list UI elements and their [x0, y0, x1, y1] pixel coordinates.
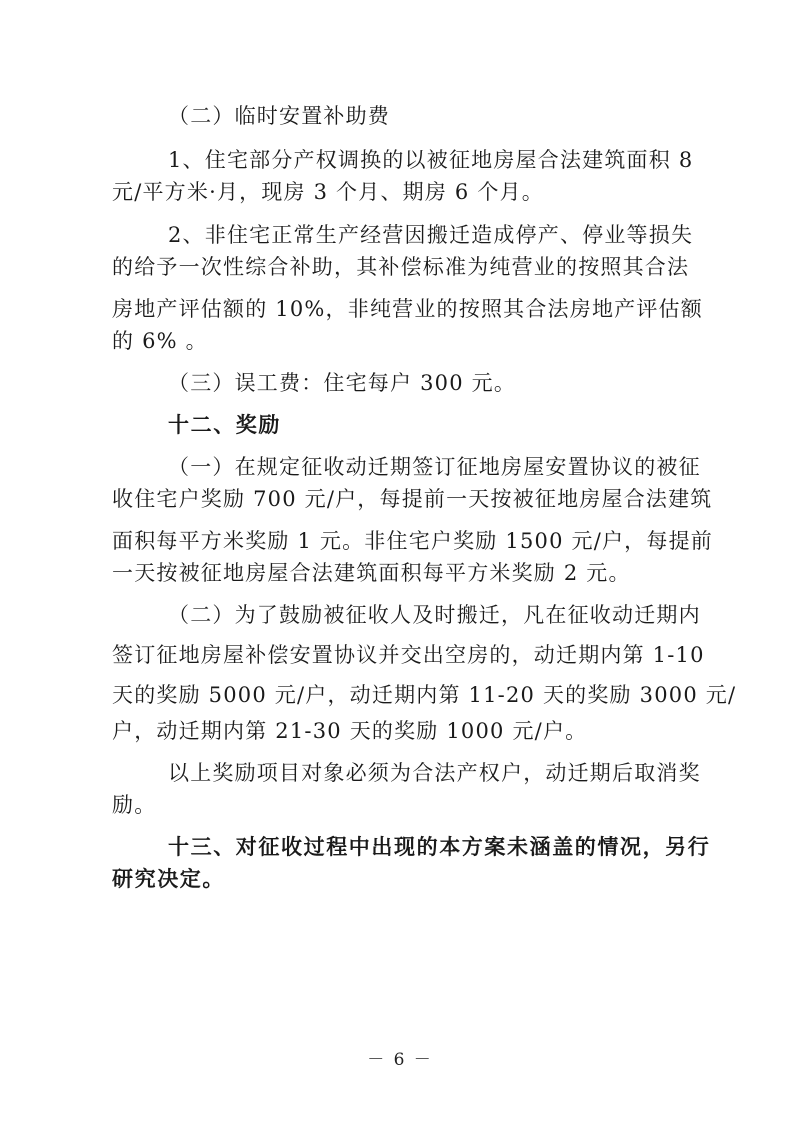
section-heading-rewards: 十二、奖励 [168, 413, 281, 437]
paragraph-line: 励。 [112, 793, 157, 817]
subheading-temporary-resettlement: （二）临时安置补助费 [168, 104, 390, 128]
paragraph-line: 收住宅户奖励 700 元/户，每提前一天按被征地房屋合法建筑 [112, 487, 713, 511]
subheading-lost-work-fee: （三）误工费：住宅每户 300 元。 [168, 371, 517, 395]
paragraph-line: （一）在规定征收动迁期签订征地房屋安置协议的被征 [168, 455, 701, 479]
section-heading-other-matters: 十三、对征收过程中出现的本方案未涵盖的情况，另行 [168, 835, 711, 859]
page-number: － 6 － [367, 1050, 433, 1070]
paragraph-line: 1、住宅部分产权调换的以被征地房屋合法建筑面积 8 [168, 148, 694, 172]
paragraph-line: 天的奖励 5000 元/户，动迁期内第 11-20 天的奖励 3000 元/ [112, 683, 737, 707]
paragraph-line: （二）为了鼓励被征收人及时搬迁，凡在征收动迁期内 [168, 603, 701, 627]
paragraph-line: 一天按被征地房屋合法建筑面积每平方米奖励 2 元。 [112, 561, 631, 585]
paragraph-line: 以上奖励项目对象必须为合法产权户，动迁期后取消奖 [168, 761, 701, 785]
paragraph-line: 的 6% 。 [112, 329, 208, 353]
paragraph-line: 房地产评估额的 10%，非纯营业的按照其合法房地产评估额 [112, 297, 703, 321]
paragraph-line: 签订征地房屋补偿安置协议并交出空房的，动迁期内第 1-10 [112, 643, 705, 667]
section-heading-other-matters-cont: 研究决定。 [112, 867, 225, 891]
paragraph-line: 2、非住宅正常生产经营因搬迁造成停产、停业等损失 [168, 223, 694, 247]
paragraph-line: 户，动迁期内第 21-30 天的奖励 1000 元/户。 [112, 719, 588, 743]
paragraph-line: 元/平方米·月，现房 3 个月、期房 6 个月。 [112, 180, 544, 204]
paragraph-line: 的给予一次性综合补助，其补偿标准为纯营业的按照其合法 [112, 255, 690, 279]
paragraph-line: 面积每平方米奖励 1 元。非住宅户奖励 1500 元/户，每提前 [112, 529, 713, 553]
